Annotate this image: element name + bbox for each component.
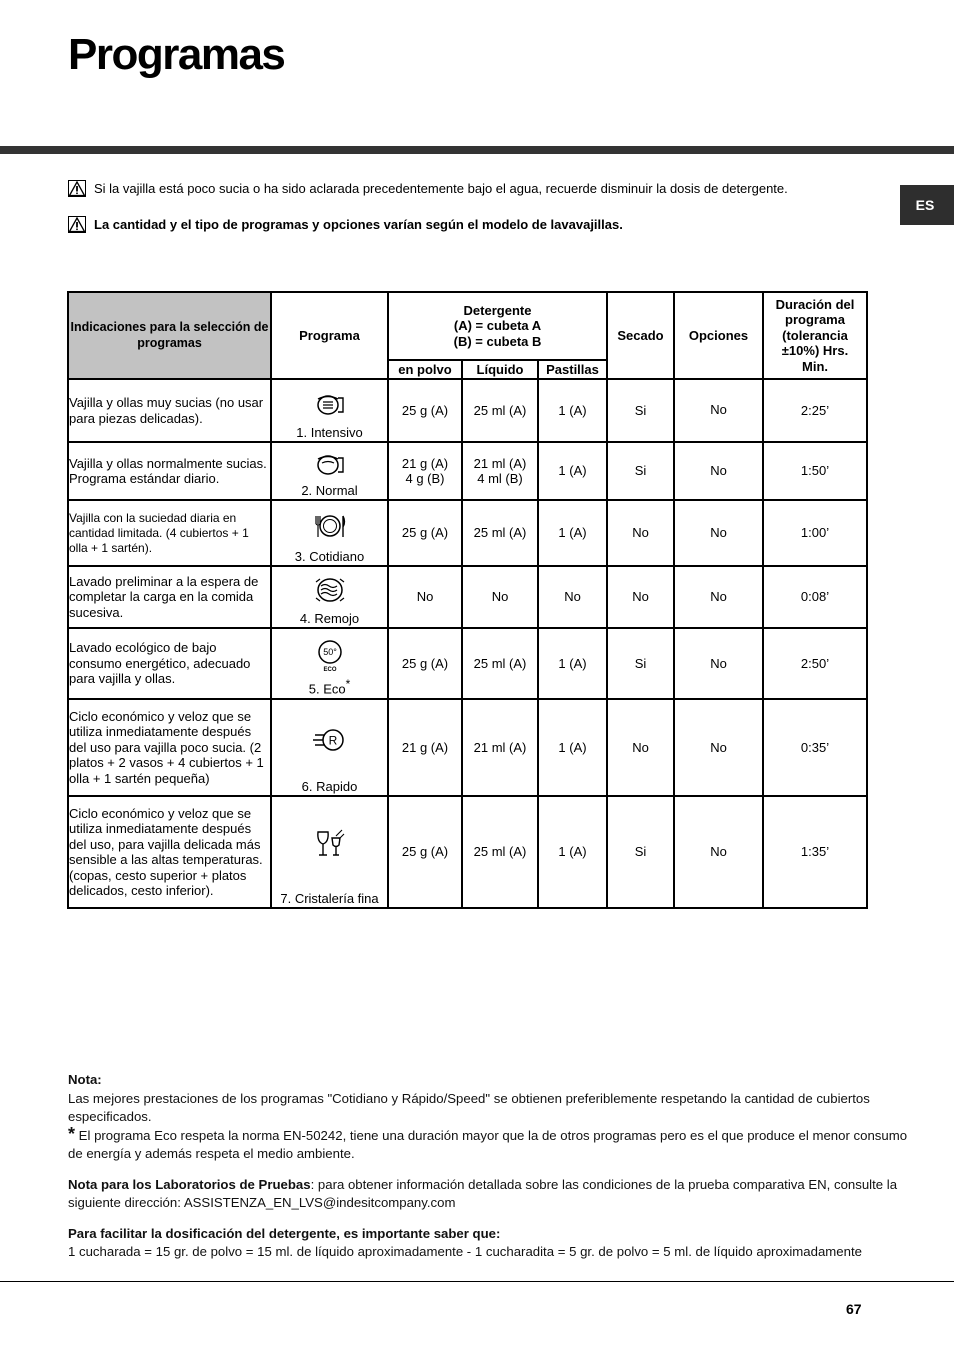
duracion-cell: 1:35’: [763, 796, 867, 908]
liquido-cell: 25 ml (A): [462, 500, 538, 566]
header-secado: Secado: [607, 292, 674, 379]
svg-text:50°: 50°: [322, 646, 337, 657]
secado-cell: No: [607, 699, 674, 796]
liquido-cell: 21 ml (A) 4 ml (B): [462, 442, 538, 500]
header-pastillas: Pastillas: [538, 360, 607, 379]
header-programa: Programa: [271, 292, 388, 379]
nota-text: Las mejores prestaciones de los programas "Cotidiano y Rápido/Speed" se obtienen preferiblemente respetando la cantidad de cubiertos especificados.: [68, 1090, 870, 1124]
duracion-cell: 2:50’: [763, 628, 867, 699]
svg-text:ECO: ECO: [322, 666, 337, 672]
eco-note: * El programa Eco respeta la norma EN-50242, tiene una duración mayor que la de otros programas pero es el que produce el menor consumo de energía y además respeta el medio ambiente.: [68, 1123, 908, 1161]
duracion-cell: 0:35’: [763, 699, 867, 796]
polvo-cell: 25 g (A): [388, 500, 462, 566]
program-label: 4. Remojo: [299, 610, 360, 626]
opciones-cell: No: [674, 442, 763, 500]
plate-cutlery-icon: [313, 512, 347, 540]
warning-note-1: [68, 180, 788, 197]
program-cell: [271, 699, 388, 796]
table-row: [68, 379, 867, 442]
program-cell: [271, 379, 388, 442]
pastillas-cell: 1 (A): [538, 500, 607, 566]
liquido-cell: 25 ml (A): [462, 628, 538, 699]
duracion-cell: 0:08’: [763, 566, 867, 628]
opciones-cell: No: [674, 628, 763, 699]
program-label: 7. Cristalería fina: [280, 890, 379, 906]
opciones-cell: No: [674, 699, 763, 796]
polvo-cell: 25 g (A): [388, 628, 462, 699]
duracion-cell: 2:25’: [763, 379, 867, 442]
normal-pot-icon: [314, 450, 346, 478]
secado-cell: No: [607, 566, 674, 628]
dosis-label: Para facilitar la dosificación del detergente, es importante saber que:: [68, 1225, 501, 1241]
row-description: Vajilla y ollas normalmente sucias. Programa estándar diario.: [68, 442, 271, 500]
page-number: 67: [846, 1301, 862, 1317]
opciones-cell: No: [674, 500, 763, 566]
header-seleccion: Indicaciones para la selección de programas: [68, 292, 271, 379]
liquido-cell: No: [462, 566, 538, 628]
table-row: [68, 796, 867, 908]
liquido-cell: 21 ml (A): [462, 699, 538, 796]
pastillas-cell: 1 (A): [538, 379, 607, 442]
eco-50-icon: [315, 638, 345, 672]
row-description: Ciclo económico y veloz que se utiliza inmediatamente después del uso, para vajilla delicada más sensible a las altas temperaturas. (copas, cesto superior + platos delicados, cesto inferior).: [68, 796, 271, 908]
pastillas-cell: No: [538, 566, 607, 628]
duracion-cell: 1:00’: [763, 500, 867, 566]
program-label: 3. Cotidiano: [294, 548, 365, 564]
opciones-cell: No: [674, 796, 763, 908]
header-liquido: Líquido: [462, 360, 538, 379]
duracion-cell: 1:50’: [763, 442, 867, 500]
warning-triangle-icon: [68, 180, 86, 197]
table-row: [68, 442, 867, 500]
pastillas-cell: 1 (A): [538, 628, 607, 699]
pastillas-cell: 1 (A): [538, 442, 607, 500]
polvo-cell: 21 g (A): [388, 699, 462, 796]
table-row: [68, 699, 867, 796]
table-row: [68, 566, 867, 628]
top-divider: [0, 146, 954, 154]
warning-text-1: Si la vajilla está poco sucia o ha sido aclarada precedentemente bajo el agua, recuerde disminuir la dosis de detergente.: [94, 181, 788, 196]
secado-cell: No: [607, 500, 674, 566]
program-cell: [271, 500, 388, 566]
table-row: [68, 500, 867, 566]
language-tab: ES: [900, 185, 954, 225]
liquido-cell: 25 ml (A): [462, 379, 538, 442]
warning-triangle-icon: [68, 216, 86, 233]
lab-note: Nota para los Laboratorios de Pruebas: para obtener información detallada sobre las condiciones de la prueba comparativa EN, consulte la siguiente dirección: ASSISTENZA_EN_LVS@indesitcompany.com: [68, 1176, 898, 1210]
warning-text-2: La cantidad y el tipo de programas y opciones varían según el modelo de lavavajillas.: [94, 217, 623, 232]
header-duracion: Duración del programa (tolerancia ±10%) Hrs. Min.: [763, 292, 867, 379]
dosis-text: 1 cucharada = 15 gr. de polvo = 15 ml. de líquido aproximadamente - 1 cucharadita = 5 gr. de polvo = 5 ml. de líquido aproximadamente: [68, 1244, 862, 1259]
header-detergente: Detergente (A) = cubeta A (B) = cubeta B: [388, 292, 607, 360]
notes-section: [68, 1071, 908, 1262]
secado-cell: Si: [607, 628, 674, 699]
program-label: 2. Normal: [301, 482, 358, 498]
intensive-pot-icon: [314, 390, 346, 418]
header-opciones: Opciones: [674, 292, 763, 379]
row-description: Vajilla con la suciedad diaria en cantidad limitada. (4 cubiertos + 1 olla + 1 sartén).: [68, 500, 271, 566]
polvo-cell: 21 g (A) 4 g (B): [388, 442, 462, 500]
eco-note-asterisk: *: [68, 1123, 76, 1144]
page-title: Programas: [68, 30, 285, 79]
polvo-cell: No: [388, 566, 462, 628]
row-description: Lavado preliminar a la espera de completar la carga en la comida sucesiva.: [68, 566, 271, 628]
secado-cell: Si: [607, 379, 674, 442]
header-polvo: en polvo: [388, 360, 462, 379]
polvo-cell: 25 g (A): [388, 796, 462, 908]
program-cell: [271, 796, 388, 908]
programs-table: [67, 291, 868, 909]
row-description: Lavado ecológico de bajo consumo energético, adecuado para vajilla y ollas.: [68, 628, 271, 699]
polvo-cell: 25 g (A): [388, 379, 462, 442]
warning-note-2: [68, 216, 623, 233]
soak-icon: [314, 576, 346, 604]
nota-label: Nota:: [68, 1072, 102, 1087]
bottom-divider: [0, 1281, 954, 1282]
pastillas-cell: 1 (A): [538, 796, 607, 908]
row-description: Ciclo económico y veloz que se utiliza inmediatamente después del uso para vajilla poco sucia. (2 platos + 2 vasos + 4 cubiertos + 1 olla + 1 sartén pequeña): [68, 699, 271, 796]
program-label: 1. Intensivo: [296, 424, 363, 440]
table-row: [68, 628, 867, 699]
rapid-icon: [313, 727, 347, 755]
program-label: 6. Rapido: [301, 778, 358, 794]
program-cell: [271, 628, 388, 699]
glasses-icon: [314, 829, 346, 861]
secado-cell: Si: [607, 442, 674, 500]
opciones-cell: No: [674, 379, 763, 442]
program-cell: [271, 566, 388, 628]
svg-text:R: R: [328, 733, 337, 747]
row-description: Vajilla y ollas muy sucias (no usar para piezas delicadas).: [68, 379, 271, 442]
eco-asterisk: *: [345, 677, 351, 692]
program-cell: [271, 442, 388, 500]
liquido-cell: 25 ml (A): [462, 796, 538, 908]
opciones-cell: No: [674, 566, 763, 628]
program-label: 5. Eco*: [308, 677, 351, 697]
pastillas-cell: 1 (A): [538, 699, 607, 796]
secado-cell: Si: [607, 796, 674, 908]
